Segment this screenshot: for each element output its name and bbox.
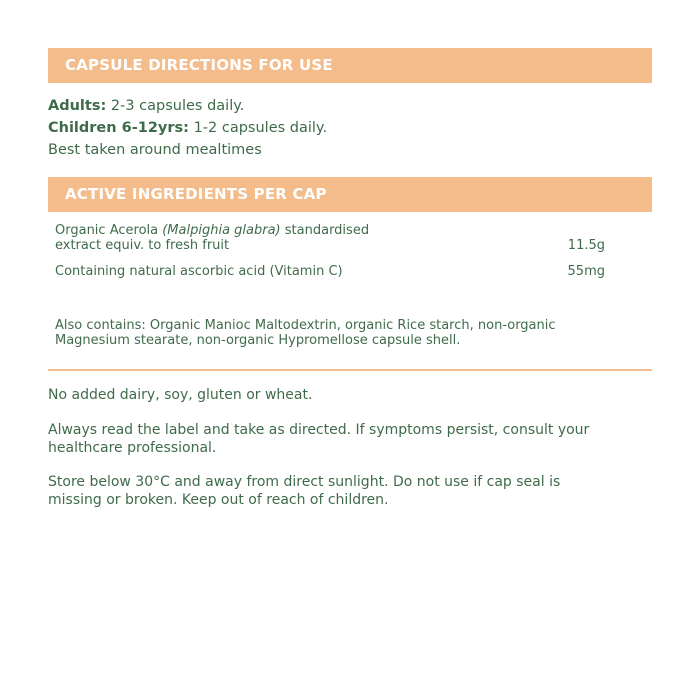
ingredient-name-suffix: standardised extract equiv. to fresh fruit (55, 223, 370, 253)
mealtimes-line: Best taken around mealtimes (48, 142, 262, 158)
ingredient-amount: 55mg (567, 264, 605, 279)
also-contains: Also contains: Organic Manioc Maltodextrin, organic Rice starch, non-organic Magnesium stearate, non-organic Hypromellose capsule shell. (55, 318, 556, 348)
children-label: Children 6-12yrs: (48, 120, 189, 136)
ingredient-row-acerola (55, 223, 605, 253)
ingredient-row-vitamin-c (55, 264, 605, 279)
directions-section (48, 48, 652, 83)
section-divider (48, 369, 652, 371)
ingredient-name: Containing natural ascorbic acid (Vitamin C) (55, 264, 343, 279)
allergen-note: No added dairy, soy, gluten or wheat. (48, 387, 313, 403)
adults-dosage: 2-3 capsules daily. (106, 98, 245, 114)
advice-note: Always read the label and take as directed. If symptoms persist, consult your healthcare professional. (48, 422, 590, 456)
children-line (48, 117, 327, 139)
directions-header: CAPSULE DIRECTIONS FOR USE (48, 48, 652, 83)
ingredient-latin-name: (Malpighia glabra) (162, 223, 281, 238)
directions-text (48, 95, 327, 161)
ingredient-name-prefix: Organic Acerola (55, 223, 163, 238)
ingredient-name (55, 223, 415, 253)
adults-label: Adults: (48, 98, 107, 114)
ingredients-header: ACTIVE INGREDIENTS PER CAP (48, 177, 652, 212)
children-dosage: 1-2 capsules daily. (188, 120, 328, 136)
ingredient-amount: 11.5g (567, 238, 605, 253)
storage-note: Store below 30°C and away from direct sunlight. Do not use if cap seal is missing or broken. Keep out of reach of children. (48, 474, 561, 508)
ingredients-section (48, 177, 652, 212)
adults-line (48, 95, 327, 117)
